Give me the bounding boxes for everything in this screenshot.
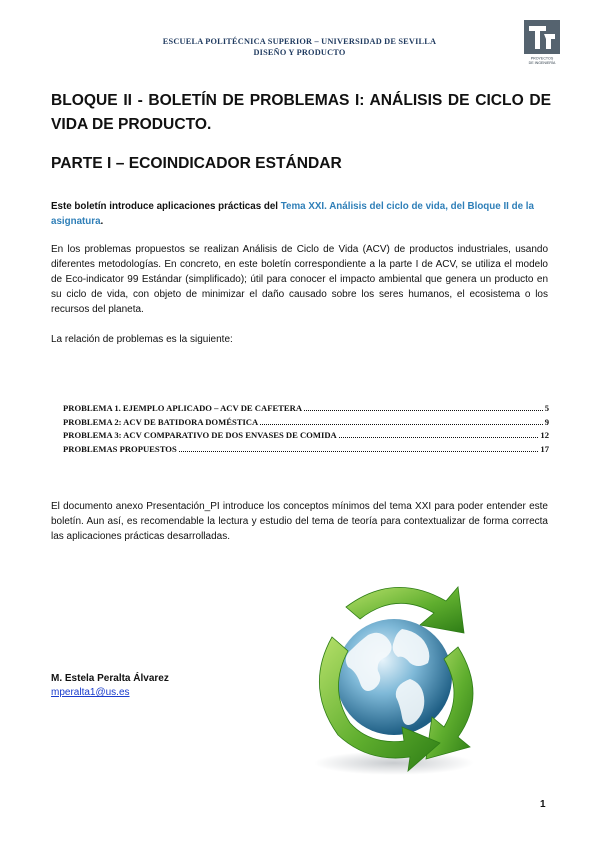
section-heading: PARTE I – ECOINDICADOR ESTÁNDAR <box>51 155 342 172</box>
toc-entry[interactable] <box>63 430 549 444</box>
page-number: 1 <box>540 799 546 810</box>
intro-highlight: Tema XXI. Análisis del ciclo de vida, del Bloque II de la asignatura <box>51 201 534 227</box>
toc-entry-page: 12 <box>540 430 549 440</box>
toc-entry-title: PROBLEMA 1. EJEMPLO APLICADO – ACV DE CAFETERA <box>63 403 303 413</box>
document-title: BLOQUE II - BOLETÍN DE PROBLEMAS I: ANÁLISIS DE CICLO DE VIDA DE PRODUCTO. <box>51 92 551 133</box>
author-name: M. Estela Peralta Álvarez <box>51 673 169 684</box>
header-university: ESCUELA POLITÉCNICA SUPERIOR – UNIVERSIDAD DE SEVILLA <box>162 37 437 46</box>
toc-entry-title: PROBLEMA 2: ACV DE BATIDORA DOMÉSTICA <box>63 416 259 427</box>
toc-entry-page: 5 <box>544 403 549 413</box>
recycle-globe-illustration <box>298 567 490 779</box>
intro-paragraph <box>51 199 548 229</box>
intro-end: . <box>100 216 104 227</box>
author-email-link[interactable]: mperalta1@us.es <box>51 687 130 698</box>
toc-entry-page: 9 <box>544 416 549 427</box>
toc-entry[interactable] <box>63 417 549 431</box>
body-paragraph-1: En los problemas propuestos se realizan Análisis de Ciclo de Vida (ACV) de productos industriales, usando diferentes metodologías. En concreto, en este boletín correspondiente a la parte I de ACV, se utiliza el modelo de Eco-indicator 99 Estándar (simplificado); útil para conocer el impacto ambiental que genera un producto en su ciclo de vida, con objeto de minimizar el daño causado sobre los seres humanos, el ecosistema o los recursos del planeta. <box>51 244 548 315</box>
body-paragraph-2: La relación de problemas es la siguiente: <box>51 334 233 345</box>
table-of-contents <box>63 403 549 457</box>
toc-leader <box>260 424 542 425</box>
toc-leader <box>179 451 539 452</box>
toc-entry[interactable] <box>63 403 549 417</box>
toc-entry-title: PROBLEMAS PROPUESTOS <box>63 443 177 454</box>
logo-text-2: DE INGENIERÍA <box>528 61 556 65</box>
toc-entry-title: PROBLEMA 3: ACV COMPARATIVO DE DOS ENVASES DE COMIDA <box>63 430 337 440</box>
toc-entry[interactable] <box>63 444 549 458</box>
toc-leader <box>304 410 543 411</box>
intro-plain: Este boletín introduce aplicaciones prácticas del <box>51 201 281 212</box>
body-paragraph-3: El documento anexo Presentación_PI introduce los conceptos mínimos del tema XXI para poder entender este boletín. Aun así, es recomendable la lectura y estudio del tema de teoría para contextualizar de forma correcta las aplicaciones prácticas desarrolladas. <box>51 501 548 542</box>
toc-entry-page: 17 <box>540 443 549 454</box>
header-department: DISEÑO Y PRODUCTO <box>253 48 346 57</box>
proyectos-logo <box>524 20 560 66</box>
toc-leader <box>339 437 539 438</box>
logo-text-1: PROYECTOS <box>530 56 554 61</box>
